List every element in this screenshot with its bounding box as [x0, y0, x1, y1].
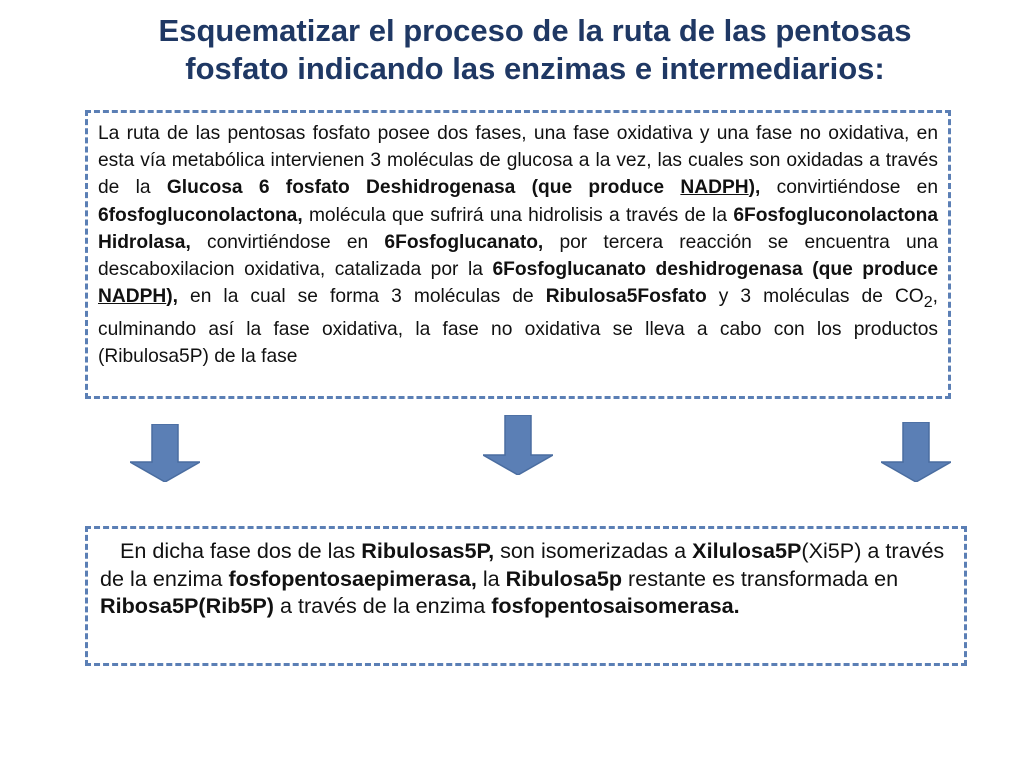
intermediate-xilulosa5p: Xilulosa5P [692, 538, 802, 563]
co2-subscript: 2 [923, 294, 933, 312]
text-segment: convirtiéndose en [760, 177, 938, 199]
enzyme-g6pd: Glucosa 6 fosfato Deshidrogenasa (que produce [166, 177, 681, 199]
enzyme-lactonase: 6Fosfogluconolactona Hidrolasa, [98, 204, 938, 253]
non-oxidative-phase-text [100, 537, 950, 620]
intermediate-ribulosa5fosfato: Ribulosa5Fosfato [545, 286, 707, 308]
text-segment: (Xi5P) a través de la enzima [100, 538, 945, 591]
text-segment: en la cual se forma 3 moléculas de [177, 286, 546, 308]
intermediate-6fosfoglucanato: 6Fosfoglucanato, [384, 231, 544, 253]
intermediate-ribulosas5p: Ribulosas5P, [361, 538, 495, 563]
text-segment: son isomerizadas a [494, 538, 693, 563]
text-segment: , culminando así la fase oxidativa, la fase no oxidativa se lleva a cabo con los productos (Ribulosa5P) de la fase [98, 286, 938, 368]
page-title [100, 12, 970, 88]
text-segment: convirtiéndose en [190, 231, 385, 253]
enzyme-epimerasa: fosfopentosaepimerasa, [228, 565, 477, 591]
text-segment: restante es transformada en [622, 565, 899, 591]
oxidative-phase-text [98, 120, 938, 371]
down-arrow-icon [483, 415, 553, 475]
enzyme-6pgd: 6Fosfoglucanato deshidrogenasa (que produce [492, 259, 938, 281]
non-oxidative-phase-box [85, 526, 967, 666]
intermediate-6fosfogluconolactona: 6fosfogluconolactona, [98, 204, 303, 226]
enzyme-isomerasa: fosfopentosaisomerasa. [491, 593, 740, 618]
text-segment: por tercera reacción se encuentra una descaboxilacion oxidativa, catalizada por la [98, 231, 938, 281]
title-line-1: Esquematizar el proceso de la ruta de las pentosas [158, 13, 912, 48]
down-arrow-icon [130, 424, 200, 482]
text-segment: a través de la enzima [273, 593, 492, 618]
down-arrow-icon [881, 422, 951, 482]
text-segment: La ruta de las pentosas fosfato posee dos fases, una fase oxidativa y una fase no oxidativa, en esta vía metabólica intervienen 3 moléculas de glucosa a la vez, las cuales son oxidadas a través de la [98, 123, 938, 199]
text-segment: En dicha fase dos de las [120, 538, 362, 563]
text-segment: ), [748, 177, 761, 199]
text-segment: ), [166, 286, 178, 308]
text-segment: y 3 moléculas de CO [706, 286, 924, 308]
intermediate-ribosa5p: Ribosa5P(Rib5P) [100, 593, 274, 618]
nadph-term: NADPH [680, 177, 749, 199]
oxidative-phase-box [85, 110, 951, 399]
text-segment: la [476, 565, 506, 591]
title-line-2: fosfato indicando las enzimas e intermediarios: [185, 51, 885, 86]
intermediate-ribulosa5p: Ribulosa5p [505, 565, 623, 591]
text-segment: molécula que sufrirá una hidrolisis a través de la [302, 204, 734, 226]
nadph-term: NADPH [98, 286, 167, 308]
